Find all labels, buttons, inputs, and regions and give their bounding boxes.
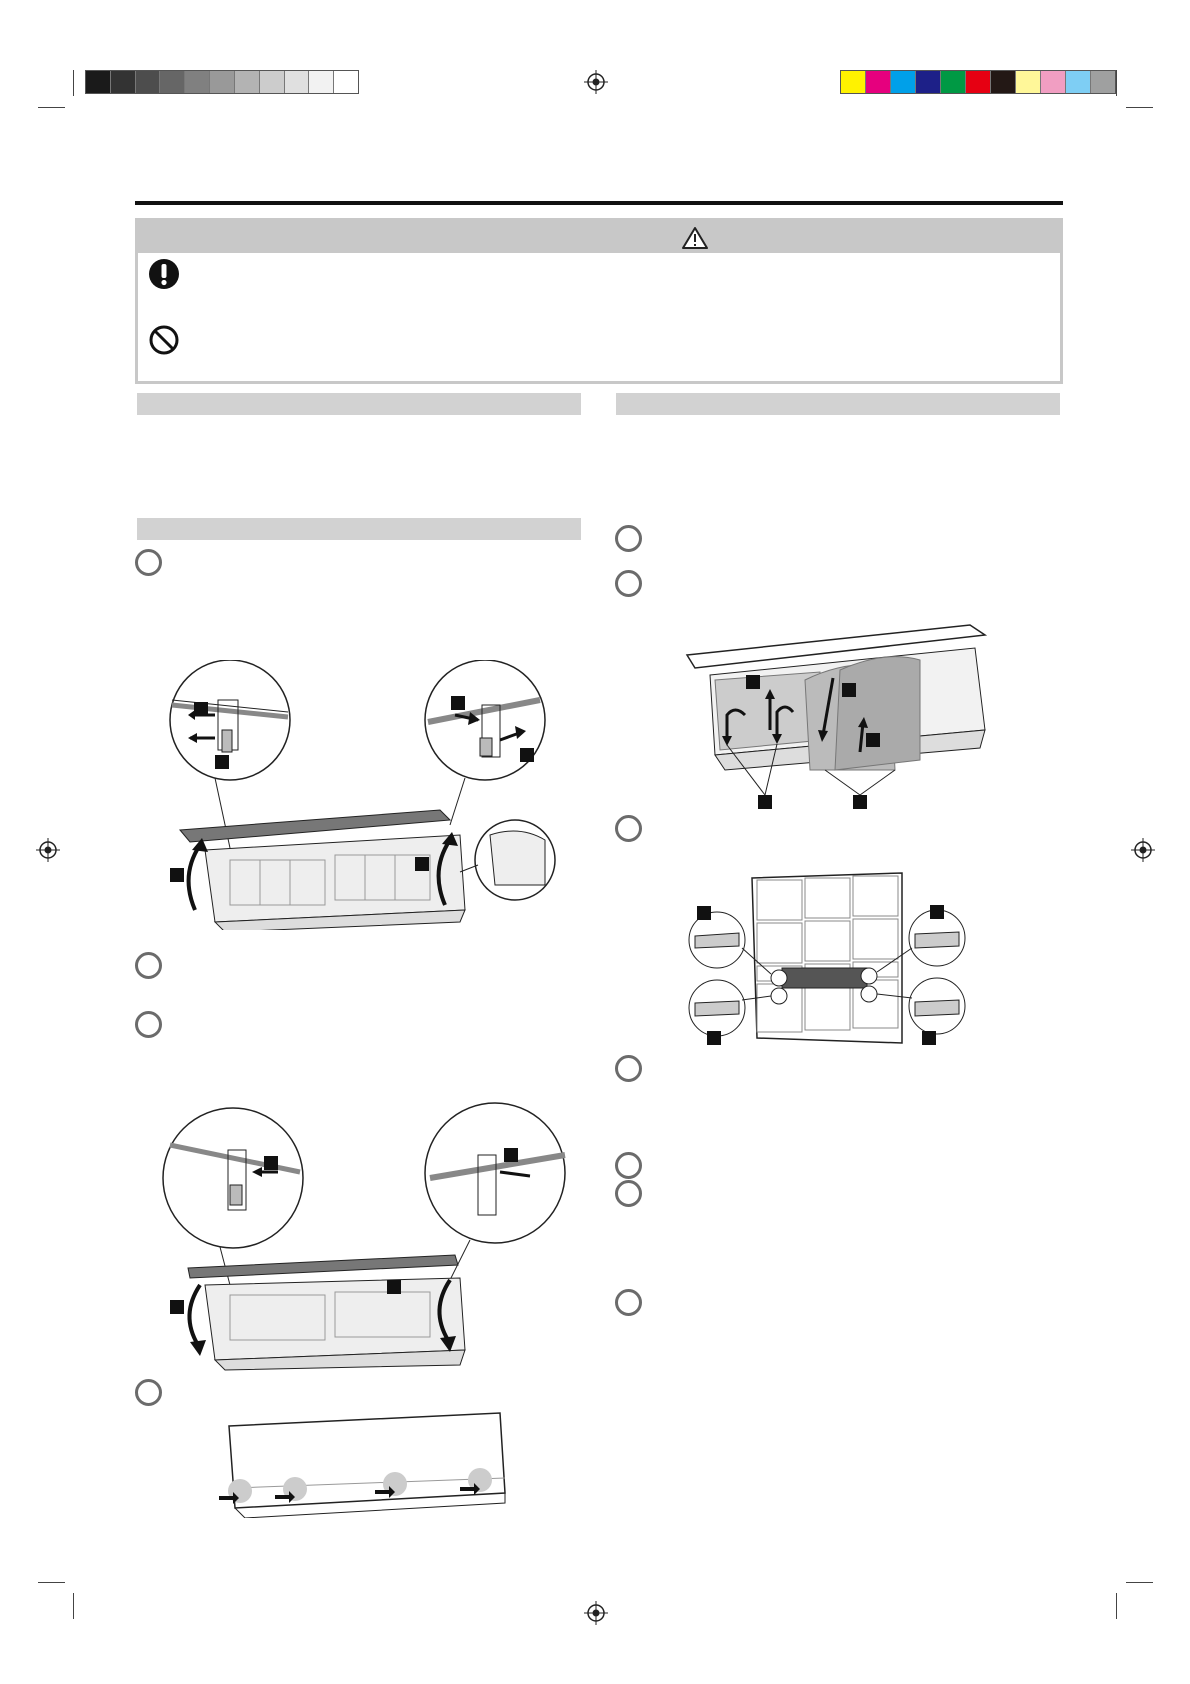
gray-swatch	[309, 71, 334, 93]
callout-d	[504, 1148, 518, 1162]
step-circle	[135, 952, 162, 979]
step-circle	[615, 1289, 642, 1316]
step-circle	[135, 1011, 162, 1038]
callout-g	[842, 683, 856, 697]
callout-i	[758, 795, 772, 809]
step-circle	[615, 570, 642, 597]
color-swatch	[1091, 71, 1115, 93]
warning-prohibited-row	[148, 324, 198, 356]
color-swatch	[941, 71, 966, 93]
gray-swatch	[86, 71, 111, 93]
gray-swatch	[136, 71, 161, 93]
grayscale-color-bar	[85, 70, 359, 94]
prohibited-circle-icon	[148, 324, 180, 356]
gray-swatch	[185, 71, 210, 93]
gray-swatch	[111, 71, 136, 93]
left-section-bar-1	[137, 393, 581, 415]
warning-triangle-icon	[681, 226, 709, 250]
registration-crosshair-icon	[36, 838, 60, 862]
close-front-panel-figure	[160, 1100, 570, 1375]
warning-box	[135, 218, 1063, 384]
callout-b	[215, 755, 229, 769]
air-filter-clips-figure	[687, 868, 977, 1048]
registration-crosshair-icon	[584, 70, 608, 94]
step-circle	[615, 525, 642, 552]
crop-mark-top-left-h	[38, 107, 65, 108]
callout-f	[746, 675, 760, 689]
left-section-bar-2	[137, 518, 581, 540]
color-swatch	[991, 71, 1016, 93]
crop-mark-bottom-left-v	[73, 1593, 74, 1619]
gray-swatch	[210, 71, 235, 93]
color-swatch	[891, 71, 916, 93]
warning-header	[138, 221, 1060, 253]
process-color-bar	[840, 70, 1116, 94]
callout-a	[194, 702, 208, 716]
crop-mark-bottom-left-h	[38, 1582, 65, 1583]
callout-h	[866, 733, 880, 747]
right-section-title	[616, 396, 624, 412]
open-front-panel-figure	[160, 660, 570, 930]
callout-a	[451, 696, 465, 710]
callout-l	[922, 1031, 936, 1045]
step-circle	[615, 815, 642, 842]
color-swatch	[966, 71, 991, 93]
registration-crosshair-icon	[584, 1601, 608, 1625]
crop-mark-bottom-right-h	[1126, 1582, 1153, 1583]
left-section-title-2	[137, 521, 145, 537]
step-circle	[135, 1379, 162, 1406]
registration-crosshair-icon	[1131, 838, 1155, 862]
gray-swatch	[235, 71, 260, 93]
crop-mark-top-left-v	[73, 70, 74, 96]
crop-mark-bottom-right-v	[1116, 1593, 1117, 1619]
gray-swatch	[160, 71, 185, 93]
header-rule	[135, 201, 1063, 205]
color-swatch	[866, 71, 891, 93]
gray-swatch	[285, 71, 310, 93]
callout-j	[853, 795, 867, 809]
callout-b	[520, 748, 534, 762]
color-swatch	[1066, 71, 1091, 93]
crop-mark-top-right-h	[1126, 107, 1153, 108]
step-circle	[135, 549, 162, 576]
exclamation-circle-icon	[148, 258, 180, 290]
remove-air-filter-figure	[685, 620, 990, 815]
callout-d	[264, 1156, 278, 1170]
gray-swatch	[260, 71, 285, 93]
color-swatch	[841, 71, 866, 93]
callout-e	[387, 1280, 401, 1294]
gray-swatch	[334, 71, 358, 93]
warning-mandatory-row	[148, 258, 198, 290]
callout-c	[415, 857, 429, 871]
callout-l	[707, 1031, 721, 1045]
callout-k	[697, 906, 711, 920]
callout-c	[170, 868, 184, 882]
callout-e	[170, 1300, 184, 1314]
step-circle	[615, 1180, 642, 1207]
left-section-title-1	[137, 396, 145, 412]
color-swatch	[916, 71, 941, 93]
color-swatch	[1041, 71, 1066, 93]
right-section-bar	[616, 393, 1060, 415]
crop-mark-top-right-v	[1116, 70, 1117, 96]
callout-k	[930, 905, 944, 919]
color-swatch	[1016, 71, 1041, 93]
step-circle	[615, 1055, 642, 1082]
step-circle	[615, 1152, 642, 1179]
press-panel-figure	[215, 1408, 515, 1518]
